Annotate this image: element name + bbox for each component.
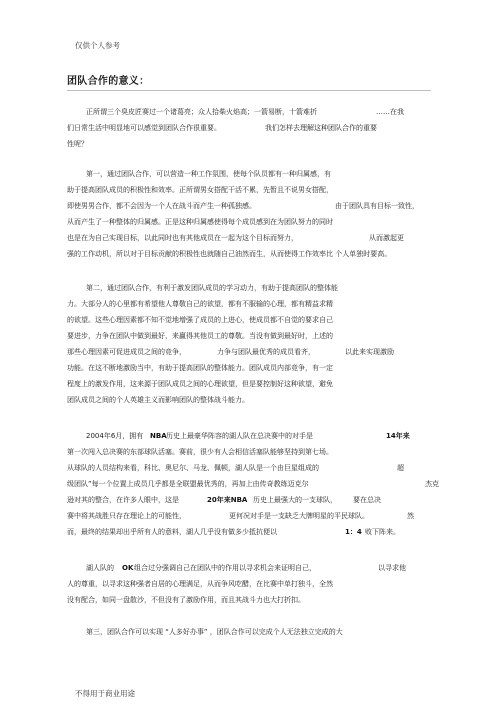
- text-span: 级团队”每一个位置上成员几乎都是全联盟最优秀的，再加上由传奇教练迈克尔: [67, 480, 309, 488]
- text-span: 即使男男合作，都不会因为一个人在战斗而产生一种孤独感。: [67, 202, 256, 210]
- text-span: 由于团队具有目标一致性，: [335, 202, 419, 210]
- text-span: 超: [397, 464, 404, 472]
- text-span: 杰克: [425, 480, 439, 488]
- text-span: ……在我: [376, 108, 404, 116]
- p1-line-3: 性呢？: [67, 140, 88, 148]
- text-span: 正所谓三个臭皮匠赛过一个诸葛亮；众人拾柴火焰高；一箭易断，十箭难折: [86, 108, 317, 116]
- text-span: NBA: [150, 432, 167, 440]
- text-span: 要在总决: [353, 496, 381, 504]
- p6-line-1: 第三，团队合作可以实现 “人多好办事” ，团队合作可以完成个人无法独立完成的大: [86, 628, 343, 636]
- p3-line-8: 团队成员之间的个人英雄主义而影响团队的整体战斗能力。: [67, 396, 249, 404]
- text-span: 逊对其的整合，在许多人眼中，这是: [67, 496, 179, 504]
- text-span: 那些心理因素可促进成员之间的竞争，: [67, 348, 186, 356]
- text-span: 败下阵来。: [365, 528, 400, 536]
- text-span: 赛中将其战胜只存在理论上的可能性，: [67, 512, 186, 520]
- text-span: 湖人队的: [86, 564, 114, 572]
- document-title: 团队合作的意义：: [67, 76, 150, 87]
- text-span: 组合过分强调自己在团队中的作用以寻求机会来证明自己，: [134, 564, 316, 572]
- p3-line-2: 力。大部分人的心里都有希望他人尊敬自己的欲望，都有不服输的心理，都有精益求精: [67, 300, 333, 308]
- text-span: 力争与团队最优秀的成员看齐，: [217, 348, 315, 356]
- text-span: 14年来: [386, 432, 410, 440]
- text-span: 2004年6月，拥有: [86, 432, 144, 440]
- text-span: 们日常生活中明显地可以感觉到团队合作很重要。: [67, 124, 221, 132]
- p3-line-1: 第二，通过团队合作，有利于激发团队成员的学习动力，有助于提高团队的整体能: [86, 284, 338, 292]
- footer-note: 不得用于商业用途: [75, 689, 135, 698]
- p3-line-4: 要进步，力争在团队中做到最好，来赢得其他员工的尊敬。当没有做到最好时，上述的: [67, 332, 333, 340]
- text-span: 1：4: [345, 528, 362, 536]
- text-span: 更何况对手是一支缺乏大牌明星的平民球队。: [229, 512, 369, 520]
- title-divider: [67, 90, 431, 91]
- text-span: 以寻求他: [378, 564, 406, 572]
- p3-line-6: 功能。在这不断地激励当中，有助于提高团队的整体能力。团队成员内部竞争，有一定: [67, 364, 333, 372]
- text-span: 从而激起更: [369, 234, 404, 242]
- p2-line-1: 第一，通过团队合作，可以营造一种工作氛围，使每个队员都有一种归属感，有: [86, 170, 331, 178]
- text-span: 20年来NBA: [207, 496, 248, 504]
- text-span: 以此来实现激励: [345, 348, 394, 356]
- text-span: 然: [407, 512, 414, 520]
- p4-line-2: 第一次闯入总决赛的东部球队活塞。赛前，很少有人会相信活塞队能够坚持到第七场。: [67, 448, 333, 456]
- p2-line-6: 强的工作动机，所以对于目标贡献的积极性也就随自己油然而生，从而使得工作效率比 个人单独时要高。: [67, 250, 392, 258]
- p2-line-4: 从而产生了一种整体的归属感。正是这种归属感使得每个成员感到在为团队努力的同时: [67, 218, 333, 226]
- text-span: 历史上最豪华阵容的湖人队在总决赛中的对手是: [166, 432, 313, 440]
- p5-line-3: 没有配合，如同一盘散沙，不但没有了激励作用，而且其战斗力也大打折扣。: [67, 596, 305, 604]
- text-span: 我们怎样去理解这种团队合作的重要: [265, 124, 377, 132]
- p3-line-7: 程度上的激发作用，这来源于团队成员之间的心理欲望，但是要控制好这种欲望，避免: [67, 380, 333, 388]
- text-span: 也是在为自己实现目标，以此同时也有其他成员在一起为这个目标而努力，: [67, 234, 298, 242]
- p2-line-2: 助于提高团队成员的积极性和效率。正所谓男女搭配干活不累，先暂且不说男女搭配，: [67, 186, 333, 194]
- text-span: OK: [122, 564, 134, 572]
- text-span: 从球队的人员结构来看，科比、奥尼尔、马龙、佩顿，湖人队是一个由巨星组成的: [67, 464, 319, 472]
- text-span: 历史上最强大的一支球队，: [253, 496, 337, 504]
- p5-line-2: 人的尊重，以寻求这种强者自居的心理满足，从而争风吃醋，在比赛中单打独斗，全然: [67, 580, 333, 588]
- text-span: 而，最终的结果却出乎所有人的意料，湖人几乎没有做多少抵抗便以: [67, 528, 277, 536]
- header-note: 仅供个人参考: [75, 41, 120, 50]
- p3-line-3: 的欲望。这些心理因素都不知不觉地增强了成员的上进心，使成员都不自觉的要求自己: [67, 316, 333, 324]
